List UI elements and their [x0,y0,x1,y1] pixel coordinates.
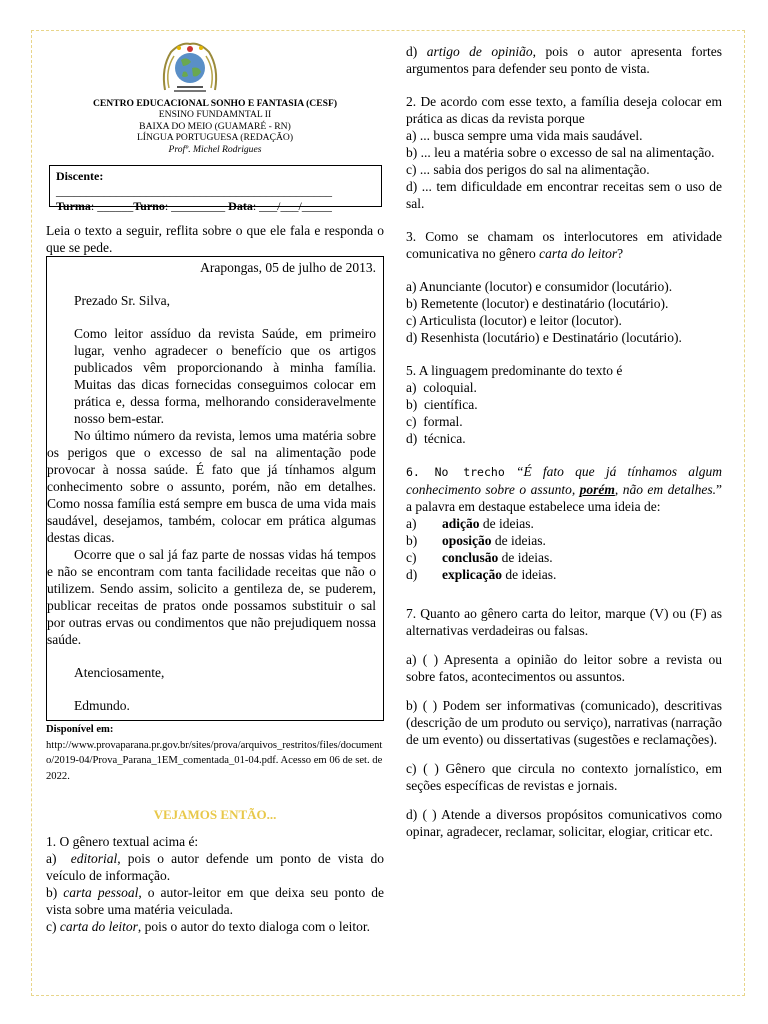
q3-option-b: b) Remetente (locutor) e destinatário (locutário). [406,296,669,311]
q1-stem: 1. O gênero textual acima é: [46,834,199,850]
q6-option-b: b) oposição de ideias. [406,533,546,548]
q5-option-c: c) formal. [406,414,463,429]
letter-paragraph-3: Ocorre que o sal já faz parte de nossas vidas há tempos e não se encontram com tanta facilidade receitas que não o utilizem. Sendo assim, solicito a gentileza de, se puderem, publicar receitas de pratos onde possamos substituir o sal por outras ervas ou condimentos que não prejudiquem nossa saúde. [47,547,376,648]
question-3 [406,228,722,346]
source-url: http://www.provaparana.pr.gov.br/sites/prova/arquivos_restritos/files/documento/2019-04/Prova_Parana_1EM_comentada_01-04.pdf. Acesso em 06 de set. de2022. [46,739,383,782]
q7-option-a[interactable]: a) ( ) Apresenta a opinião do leitor sobre a revista ou sobre fatos, acontecimentos ou assuntos. [406,652,722,684]
question-7 [406,605,722,840]
q5-option-a: a) coloquial. [406,380,477,395]
letter-box [46,256,384,721]
source-note [46,722,384,784]
q1-option-d: d) artigo de opinião, pois o autor apresenta fortes argumentos para defender seu ponto de vista. [406,44,723,76]
q3-option-c: c) Articulista (locutor) e leitor (locutor). [406,313,622,328]
question-6 [406,463,722,583]
school-logo [0,40,384,98]
intro-text: Leia o texto a seguir, reflita sobre o que ele fala e responda o que se pede. [46,223,384,256]
q7-option-b[interactable]: b) ( ) Podem ser informativas (comunicado), descritivas (descrição de um produto ou serviço), narrativas (narração de um evento) ou dissertativas (sugestões e reclamações). [406,698,722,747]
letter-closing: Atenciosamente, [74,665,165,681]
question-1 [46,833,384,935]
q6-option-c: c) conclusão de ideias. [406,550,553,565]
q1-option-b: b) carta pessoal, o autor-leitor em que deixa seu ponto de vista sobre uma matéria veiculada. [46,885,384,918]
q1-option-a: a) editorial, pois o autor defende um ponto de vista do veículo de informação. [46,851,384,884]
q2-option-d: d) ... tem dificuldade em encontrar receitas sem o uso de sal. [406,179,722,211]
q6-stem: 6. No trecho “É fato que já tínhamos algum conhecimento sobre o assunto, porém, não em detalhes.” a palavra em destaque estabelece uma ideia de: [406,464,722,514]
q6-option-d: d) explicação de ideias. [406,567,557,582]
school-city: BAIXA DO MEIO (GUAMARÉ - RN) [139,120,291,132]
student-id-box[interactable] [49,165,382,214]
q5-stem: 5. A linguagem predominante do texto é [406,363,623,378]
q6-option-a: a) adição de ideias. [406,516,534,531]
letter-signature: Edmundo. [74,698,130,714]
school-header [46,98,384,155]
q3-option-d: d) Resenhista (locutário) e Destinatário (locutário). [406,330,682,345]
q3-option-a: a) Anunciante (locutor) e consumidor (locutário). [406,279,673,294]
discente-row[interactable]: Discente: ______________________________________________ [56,169,332,199]
q7-option-c[interactable]: c) ( ) Gênero que circula no contexto jornalístico, em seções específicas de revistas e jornais. [406,761,722,793]
question-5 [406,362,722,447]
q7-option-d[interactable]: d) ( ) Atende a diversos propósitos comunicativos como opinar, agradecer, reclamar, solicitar, elogiar, criticar etc. [406,807,722,839]
q6-highlight-word: porém [579,482,615,497]
q2-option-b: b) ... leu a matéria sobre o excesso de sal na alimentação. [406,145,715,160]
globe-logo-icon [157,40,223,96]
q5-option-b: b) científica. [406,397,478,412]
turma-row[interactable]: Turma: ______Turno: _________ Data: ___/___/_____ [56,199,332,214]
school-name: CENTRO EDUCACIONAL SONHO E FANTASIA (CESF) [92,98,338,109]
q2-option-c: c) ... sabia dos perigos do sal na alimentação. [406,162,650,177]
q2-option-a: a) ... busca sempre uma vida mais saudável. [406,128,643,143]
left-column [46,40,384,935]
section-title: VEJAMOS ENTÃO... [153,807,277,823]
letter-date: Arapongas, 05 de julho de 2013. [200,260,376,276]
q7-stem: 7. Quanto ao gênero carta do leitor, marque (V) ou (F) as alternativas verdadeiras ou falsas. [406,606,722,638]
school-level: ENSINO FUNDAMNTAL II [158,109,272,121]
source-label: Disponível em: [46,724,114,736]
q3-stem: 3. Como se chamam os interlocutores em atividade comunicativa no gênero carta do leitor? [406,229,722,261]
q1-option-c: c) carta do leitor, pois o autor do texto dialoga com o leitor. [46,919,370,935]
right-column [406,43,722,840]
school-subject: LÍNGUA PORTUGUESA (REDAÇÃO) [136,132,294,144]
letter-paragraph-2: No último número da revista, lemos uma matéria sobre os perigos que o excesso de sal na alimentação pode provocar à nossa saúde. É fato que já tínhamos algum conhecimento sobre o assunto, porém, não em detalhes. Como nossa família está sempre em busca de uma vida mais saudável, desejamos, também, colocar em prática algumas destas dicas. [47,428,376,546]
question-2 [406,93,722,212]
letter-greeting: Prezado Sr. Silva, [74,293,170,309]
letter-paragraph-1: Como leitor assíduo da revista Saúde, em primeiro lugar, venho agradecer o benefício que os artigos publicados vêm proporcionando à minha família. Muitas das dicas fornecidas conseguimos colocar em prática e, dessa forma, melhorando consideravelmente nosso bem-estar. [74,326,376,427]
q2-stem: 2. De acordo com esse texto, a família deseja colocar em prática as dicas da revista porque [406,94,722,126]
q5-option-d: d) técnica. [406,431,466,446]
teacher-name: Profº. Michel Rodrigues [168,143,262,155]
